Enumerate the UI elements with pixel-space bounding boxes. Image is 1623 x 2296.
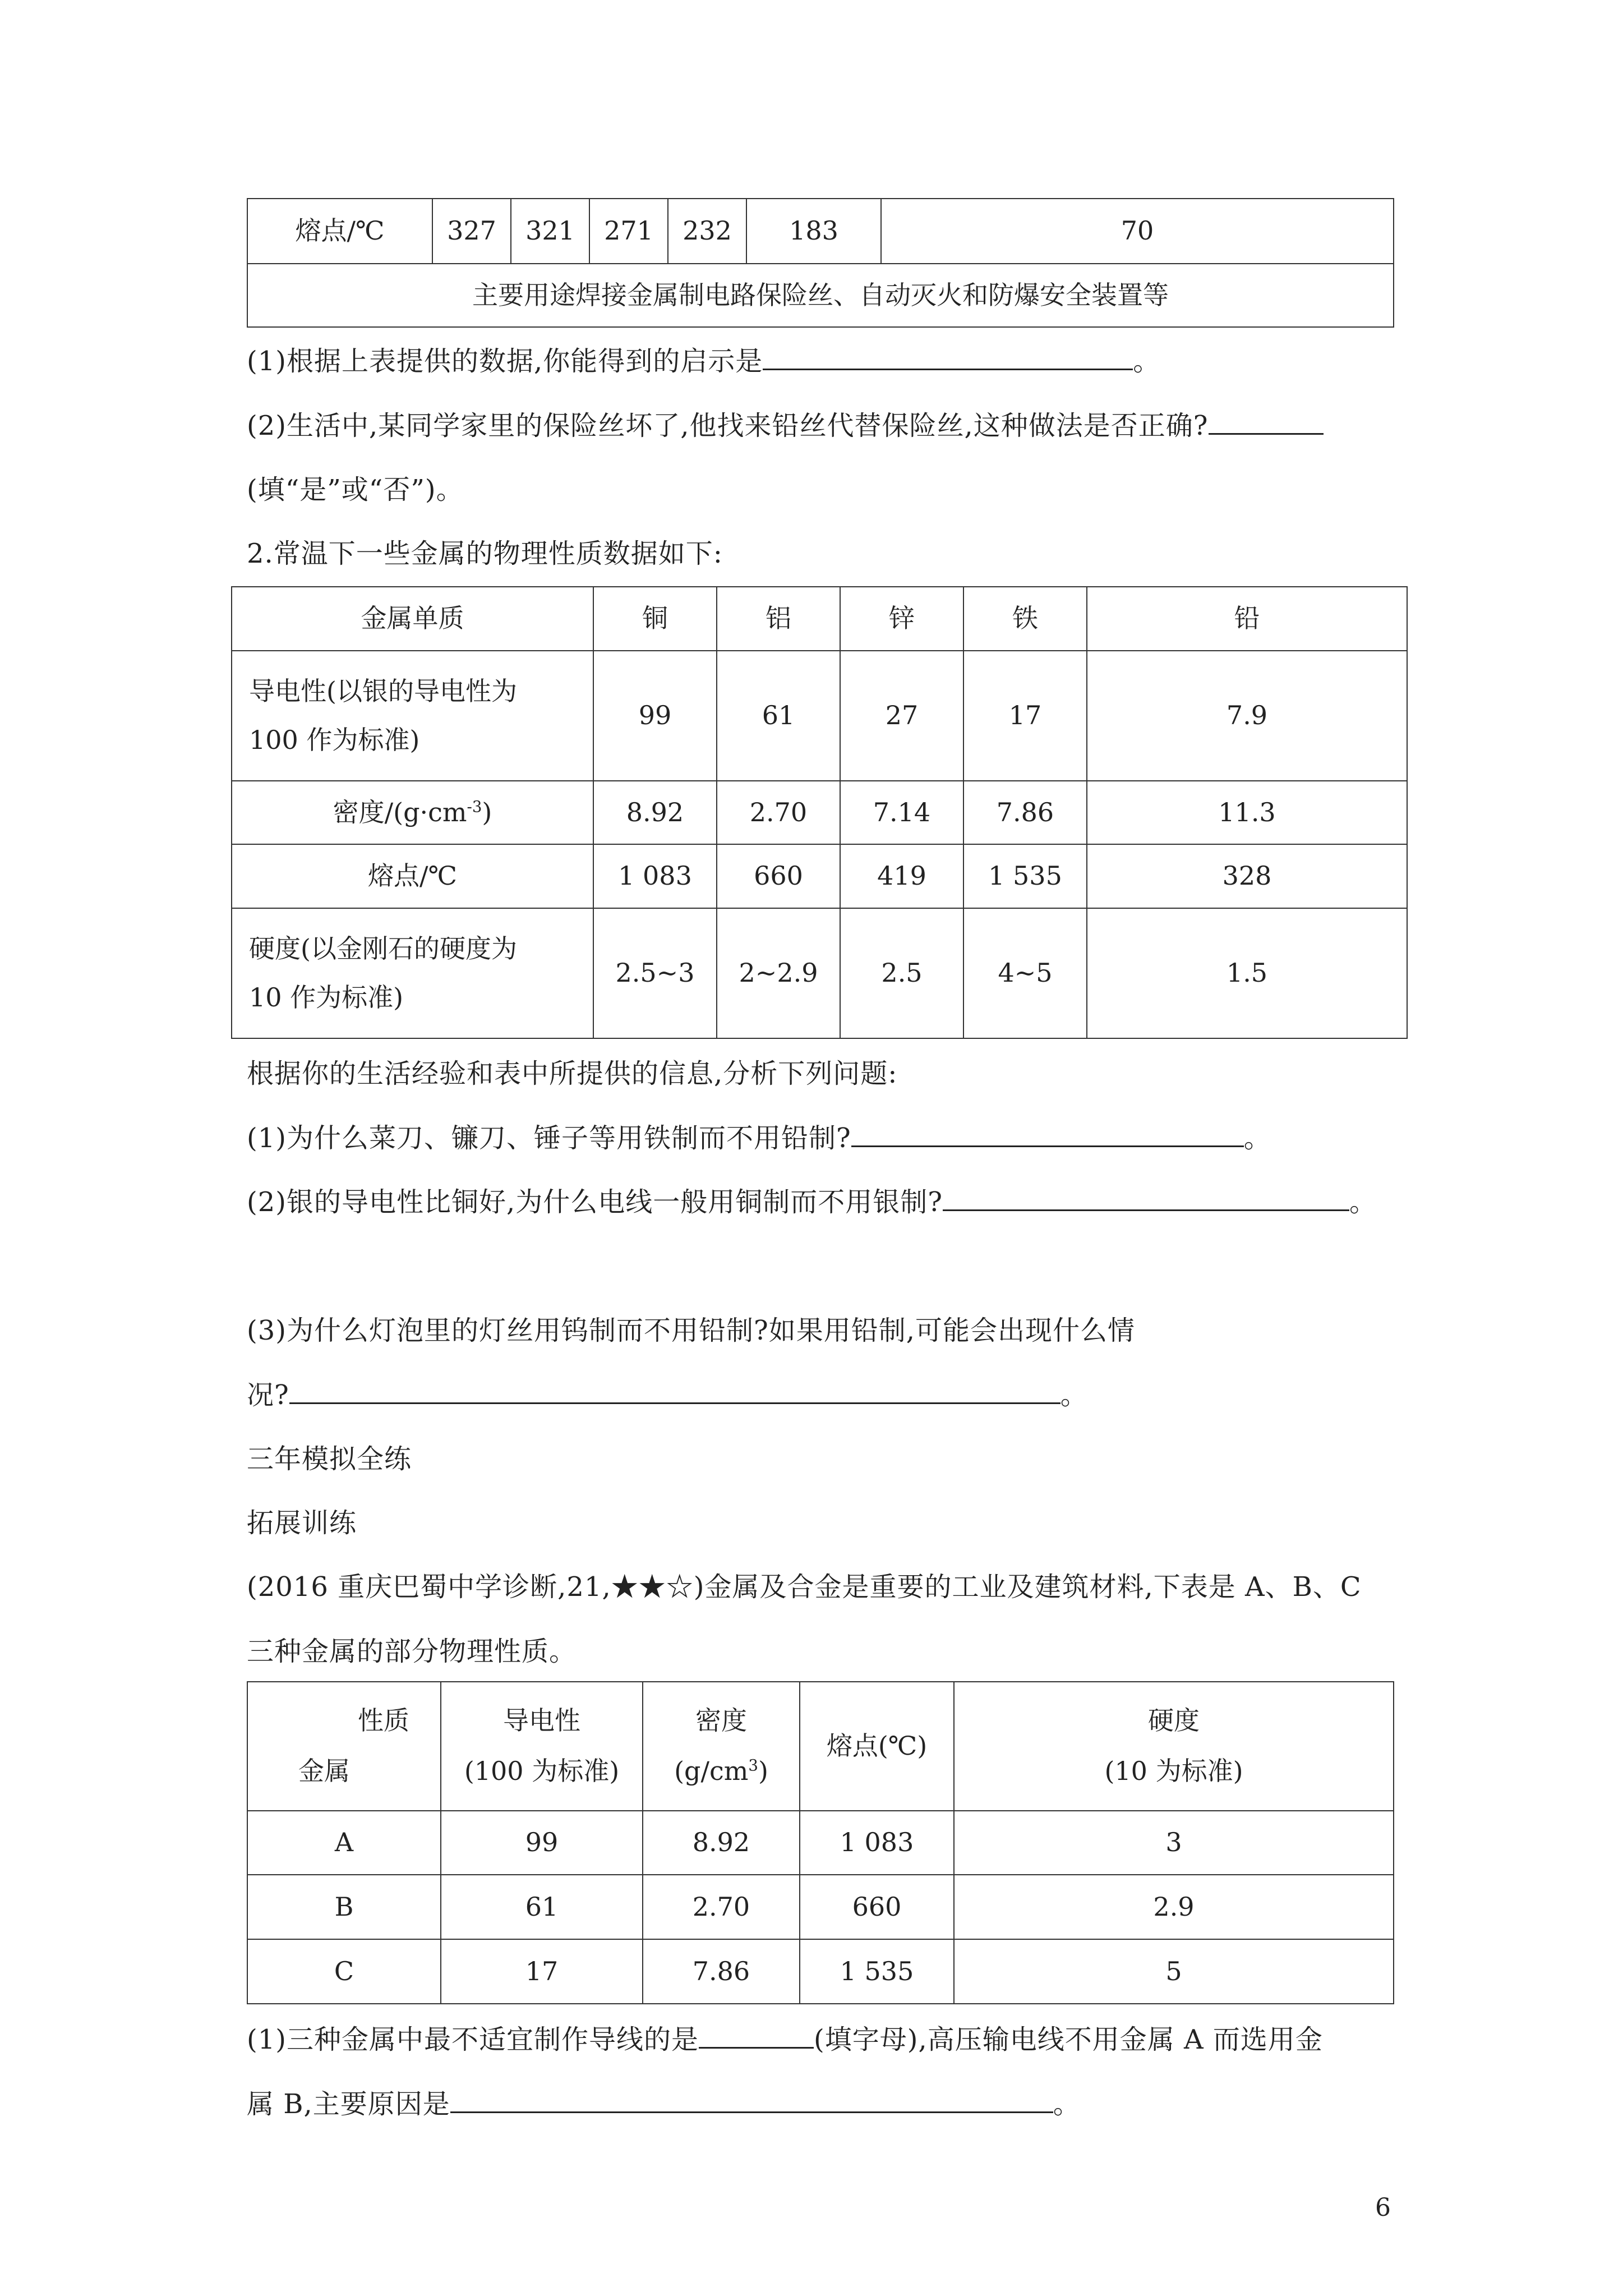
table-header-cell: 熔点(℃) [800, 1682, 954, 1811]
table-cell: 99 [593, 651, 717, 781]
table-cell: 2.70 [717, 781, 840, 844]
table-cell: 2.70 [643, 1875, 800, 1939]
q2-intro: 2.常温下一些金属的物理性质数据如下: [247, 538, 723, 569]
table-header-cell [441, 1682, 643, 1811]
table-cell: 327 [432, 199, 511, 264]
table-cell: 8.92 [643, 1811, 800, 1875]
q2-sub1-text: (1)为什么菜刀、镰刀、锤子等用铁制而不用铅制? [247, 1122, 851, 1154]
table-cell: 7.9 [1087, 651, 1407, 781]
q3-sub1-line2 [247, 2082, 1081, 2121]
table-row-label: B [247, 1875, 441, 1939]
label-text: ) [482, 797, 492, 827]
q2-sub1-end: 。 [1243, 1122, 1271, 1154]
table-cell: 61 [717, 651, 840, 781]
q2-sub3-line1: (3)为什么灯泡里的灯丝用钨制而不用铅制?如果用铅制,可能会出现什么情 [247, 1315, 1135, 1346]
label-text: 密度/(g·cm [333, 797, 467, 827]
header-text: (g/cm [674, 1756, 749, 1786]
table-cell: 1 083 [800, 1811, 954, 1875]
solder-table [247, 198, 1394, 328]
section-subtitle: 拓展训练 [247, 1507, 357, 1539]
table-row-label [232, 908, 593, 1038]
label-line: 100 作为标准) [249, 725, 420, 755]
table-cell: 271 [589, 199, 668, 264]
table-header-cell: 铅 [1087, 587, 1407, 651]
table-cell: 1.5 [1087, 908, 1407, 1038]
header-line: 密度 [695, 1705, 747, 1736]
table-cell: 2.5 [840, 908, 963, 1038]
header-superscript: 3 [748, 1756, 758, 1775]
q2-sub3-line2 [247, 1373, 1088, 1412]
table-cell: 232 [668, 199, 746, 264]
table-cell: 1 535 [800, 1939, 954, 2004]
q1-sub1 [247, 339, 1160, 378]
metal-properties-table [231, 586, 1408, 1039]
table-cell: 27 [840, 651, 963, 781]
table-cell: 5 [954, 1939, 1394, 2004]
answer-blank[interactable] [699, 2046, 814, 2049]
table-cell: 99 [441, 1811, 643, 1875]
table-header-cell [954, 1682, 1394, 1811]
q2-lead: 根据你的生活经验和表中所提供的信息,分析下列问题: [247, 1058, 898, 1089]
table-header-cell [643, 1682, 800, 1811]
q3-intro-line2: 三种金属的部分物理性质。 [247, 1636, 577, 1667]
table-header-cell: 铜 [593, 587, 717, 651]
answer-blank[interactable] [289, 1402, 1061, 1404]
table-footer-cell: 主要用途焊接金属制电路保险丝、自动灭火和防爆安全装置等 [247, 264, 1394, 327]
table-header-cell: 金属单质 [232, 587, 593, 651]
table-row-label: 熔点/℃ [232, 844, 593, 908]
q2-sub2-end: 。 [1349, 1186, 1377, 1218]
q1-sub2-note: (填“是”或“否”)。 [247, 474, 464, 505]
table-cell: 328 [1087, 844, 1407, 908]
metal-abc-table [247, 1681, 1394, 2004]
header-line: (10 为标准) [1104, 1756, 1243, 1786]
q3-sub1-text: 属 B,主要原因是 [247, 2088, 450, 2120]
q2-sub3-text: 况? [247, 1379, 289, 1411]
table-cell: 61 [441, 1875, 643, 1939]
table-cell: 2.5~3 [593, 908, 717, 1038]
label-line: 导电性(以银的导电性为 [249, 675, 517, 706]
q2-sub2-text: (2)银的导电性比铜好,为什么电线一般用铜制而不用银制? [247, 1186, 943, 1218]
table-cell: 183 [746, 199, 881, 264]
table-row-label [232, 781, 593, 844]
table-cell: 660 [717, 844, 840, 908]
table-cell: 3 [954, 1811, 1394, 1875]
table-cell: 17 [963, 651, 1087, 781]
corner-bottom-label: 金属 [298, 1756, 350, 1786]
table-cell: 419 [840, 844, 963, 908]
header-line: (100 为标准) [464, 1756, 620, 1786]
answer-blank[interactable] [943, 1209, 1349, 1211]
q1-sub2 [247, 404, 1324, 443]
answer-blank[interactable] [851, 1145, 1244, 1147]
table-cell: 321 [511, 199, 589, 264]
section-title: 三年模拟全练 [247, 1443, 412, 1475]
answer-blank[interactable] [763, 368, 1133, 370]
table-cell: 2.9 [954, 1875, 1394, 1939]
header-line [649, 1746, 794, 1797]
table-cell: 660 [800, 1875, 954, 1939]
table-cell-label: 熔点/℃ [247, 199, 432, 264]
table-header-cell: 铁 [963, 587, 1087, 651]
table-row-label [232, 651, 593, 781]
q3-sub1-end: 。 [1053, 2088, 1081, 2120]
q2-sub3-end: 。 [1060, 1379, 1088, 1411]
table-header-cell: 铝 [717, 587, 840, 651]
table-header-cell: 锌 [840, 587, 963, 651]
q3-sub1-text: (填字母),高压输电线不用金属 A 而选用金 [814, 2024, 1323, 2055]
table-cell: 17 [441, 1939, 643, 2004]
table-cell: 8.92 [593, 781, 717, 844]
q1-sub1-end: 。 [1133, 346, 1161, 377]
q2-sub1 [247, 1116, 1271, 1155]
header-line: 硬度 [1148, 1705, 1200, 1736]
table-row-label: A [247, 1811, 441, 1875]
label-line: 硬度(以金刚石的硬度为 [249, 933, 517, 964]
page-number: 6 [1375, 2193, 1391, 2222]
table-cell: 4~5 [963, 908, 1087, 1038]
table-cell: 1 535 [963, 844, 1087, 908]
table-cell: 2~2.9 [717, 908, 840, 1038]
q1-sub1-text: (1)根据上表提供的数据,你能得到的启示是 [247, 346, 763, 377]
label-line: 10 作为标准) [249, 982, 404, 1013]
table-row-label: C [247, 1939, 441, 2004]
table-cell: 7.14 [840, 781, 963, 844]
table-cell: 7.86 [643, 1939, 800, 2004]
answer-blank[interactable] [450, 2111, 1053, 2113]
q2-sub2 [247, 1180, 1377, 1219]
table-cell: 7.86 [963, 781, 1087, 844]
header-line: 导电性 [503, 1705, 580, 1736]
table-cell: 11.3 [1087, 781, 1407, 844]
header-text: ) [758, 1756, 768, 1786]
corner-top-label: 性质 [358, 1705, 409, 1736]
table-cell: 1 083 [593, 844, 717, 908]
q3-sub1-line1 [247, 2018, 1323, 2056]
table-corner-cell [247, 1682, 441, 1811]
table-cell: 70 [881, 199, 1394, 264]
answer-blank[interactable] [1209, 432, 1324, 435]
q3-intro-line1: (2016 重庆巴蜀中学诊断,21,★★☆)金属及合金是重要的工业及建筑材料,下表是 A、B、C [247, 1571, 1362, 1603]
label-superscript: -3 [467, 797, 482, 816]
q1-sub2-text: (2)生活中,某同学家里的保险丝坏了,他找来铅丝代替保险丝,这种做法是否正确? [247, 410, 1209, 441]
q3-sub1-text: (1)三种金属中最不适宜制作导线的是 [247, 2024, 699, 2055]
